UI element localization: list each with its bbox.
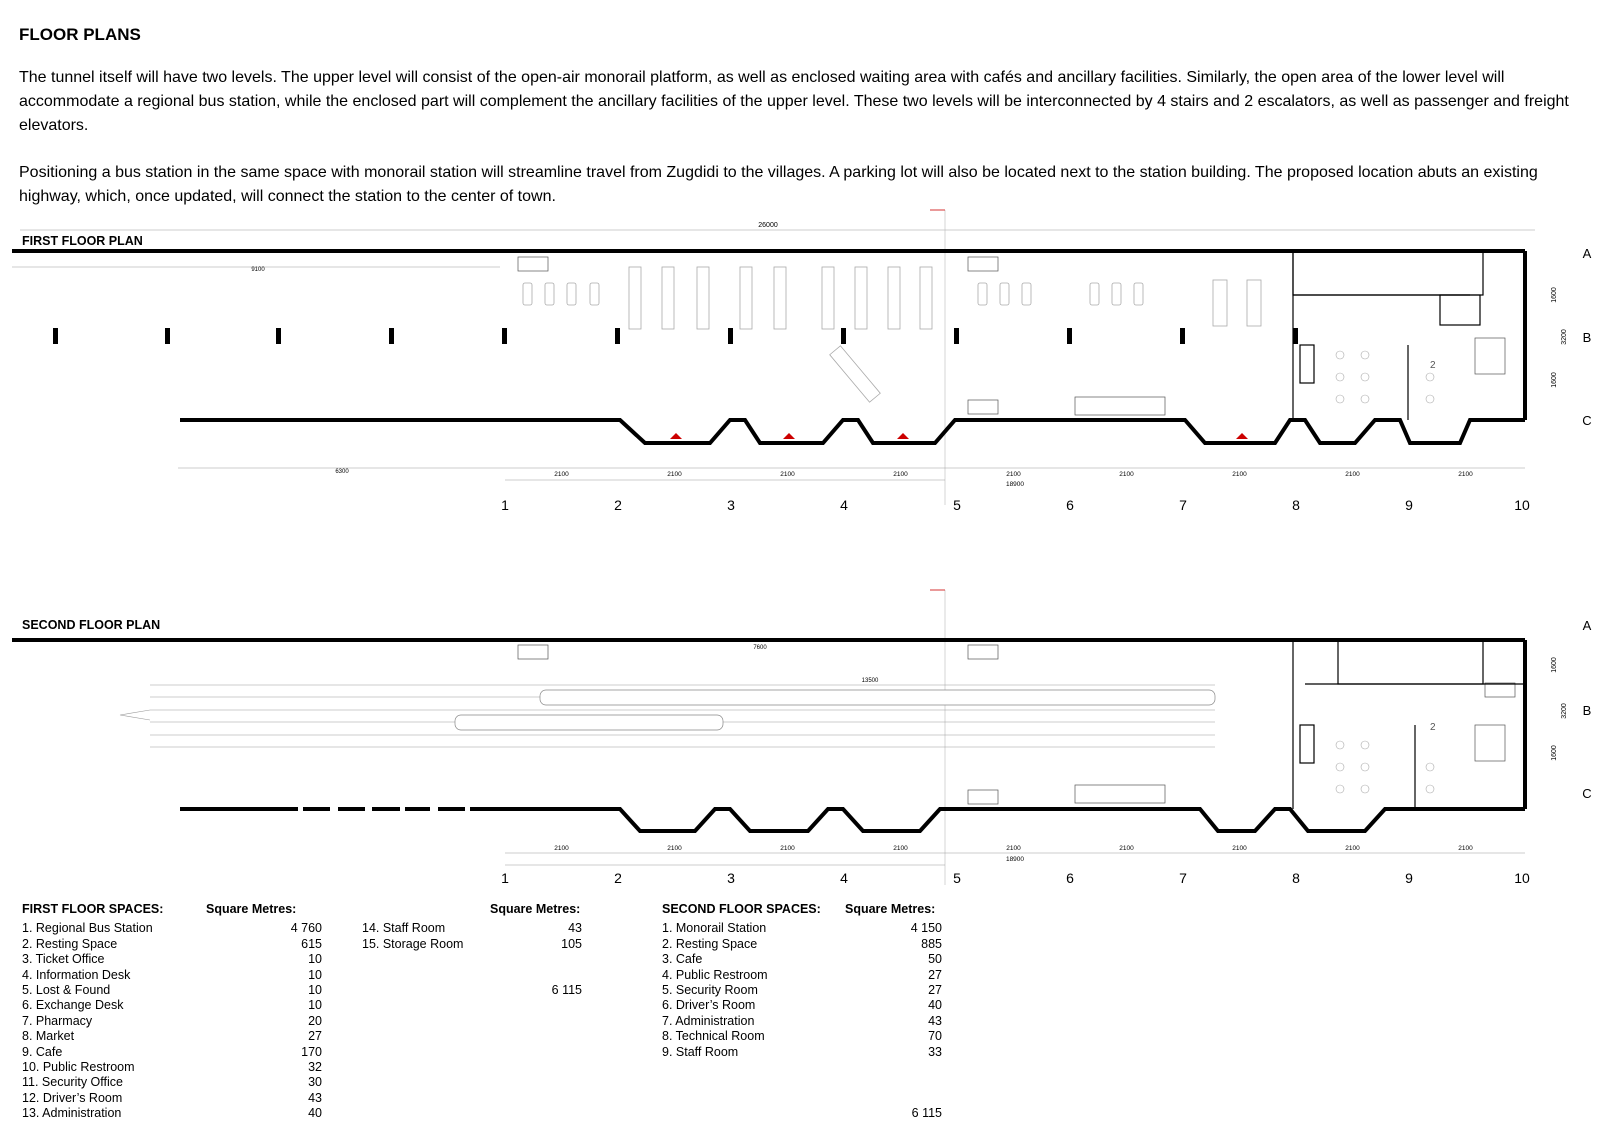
space-row	[22, 967, 322, 983]
column-markers	[53, 328, 1298, 344]
cafe-tables	[1336, 741, 1434, 793]
bay-dimension: 2100	[1345, 471, 1360, 478]
grid-axis-1: 1	[501, 870, 509, 886]
room-number-2: 2	[1430, 722, 1436, 733]
grid-row-a: A	[1582, 618, 1592, 633]
space-area: 40	[928, 998, 942, 1013]
space-area: 10	[308, 952, 322, 967]
space-row	[22, 1075, 322, 1090]
subtotal-dimension: 18900	[1005, 481, 1025, 488]
space-area: 105	[561, 936, 582, 951]
grid-axis-10: 10	[1514, 497, 1530, 513]
total-row	[362, 983, 582, 998]
bay-dimension: 2100	[1232, 845, 1247, 852]
grid-axis-4: 4	[840, 870, 848, 886]
space-name: 7. Administration	[662, 1013, 755, 1028]
rooms-block	[1293, 251, 1483, 420]
space-row	[22, 1029, 322, 1044]
space-row	[22, 936, 322, 952]
grid-axis-9: 9	[1405, 870, 1413, 886]
space-name: 6. Driver’s Room	[662, 998, 756, 1013]
bay-dimension: 2100	[1458, 845, 1473, 852]
grid-axis-10: 10	[1514, 870, 1530, 886]
space-name: 4. Public Restroom	[662, 967, 768, 982]
total-value: 6 115	[911, 1106, 942, 1121]
space-name: 10. Public Restroom	[22, 1059, 135, 1074]
platform-dimension: 7600	[753, 645, 767, 651]
grid-row-c: C	[1582, 413, 1592, 428]
space-area: 30	[308, 1075, 322, 1090]
space-area: 27	[308, 1029, 322, 1044]
bay-dimension: 2100	[1458, 471, 1473, 478]
total-row	[662, 1106, 942, 1121]
space-area: 10	[308, 967, 322, 982]
space-name: 8. Technical Room	[662, 1029, 765, 1044]
unit-header: Square Metres:	[845, 902, 936, 916]
space-row	[662, 983, 942, 998]
table-header	[362, 902, 582, 917]
description-paragraph-2: Positioning a bus station in the same space with monorail station will streamline travel from Zugdidi to the villages. A parking lot will also be located next to the station building. The proposed location abuts an existing highway, which, once updated, will connect the station to the center of town.	[19, 164, 1538, 205]
space-area: 615	[301, 936, 322, 951]
table-title: SECOND FLOOR SPACES:	[662, 902, 821, 916]
space-row	[662, 968, 942, 983]
space-row	[22, 1013, 322, 1029]
space-area: 170	[301, 1044, 322, 1059]
space-area: 4 150	[910, 921, 942, 936]
side-dimension: 1600	[1551, 657, 1558, 673]
space-area: 33	[928, 1044, 942, 1059]
space-area: 43	[568, 921, 582, 936]
bottom-left-dimension: 6300	[335, 469, 349, 475]
first-floor-spaces-continued	[362, 902, 582, 998]
space-row	[662, 952, 942, 967]
space-row	[22, 1090, 322, 1106]
bay-dimension: 2100	[1232, 471, 1247, 478]
bay-dimension: 2100	[780, 845, 795, 852]
space-name: 9. Staff Room	[662, 1044, 739, 1059]
space-name: 3. Cafe	[662, 952, 703, 967]
grid-row-a: A	[1582, 246, 1592, 261]
space-row	[22, 982, 322, 998]
space-name: 13. Administration	[22, 1106, 122, 1121]
space-area: 10	[308, 982, 322, 997]
second-floor-spaces-table	[662, 902, 942, 1121]
second-floor-plan-label: SECOND FLOOR PLAN	[22, 618, 161, 632]
bay-dimension: 2100	[893, 471, 908, 478]
space-name: 1. Monorail Station	[662, 921, 767, 936]
space-name: 2. Resting Space	[22, 936, 118, 951]
grid-axis-1: 1	[501, 497, 509, 513]
space-name: 3. Ticket Office	[22, 952, 105, 967]
grid-row-labels	[1551, 618, 1592, 801]
bay-dimensions	[554, 845, 1473, 852]
side-dimension: 3200	[1561, 329, 1568, 345]
space-name: 7. Pharmacy	[22, 1013, 93, 1028]
space-name: 12. Driver’s Room	[22, 1090, 123, 1105]
bay-dimensions	[554, 471, 1473, 478]
bay-dimension: 2100	[893, 845, 908, 852]
wall-bottom	[180, 420, 1525, 443]
subtotal-dimension: 18900	[1005, 856, 1025, 863]
space-row	[662, 1014, 942, 1029]
space-name: 4. Information Desk	[22, 967, 131, 982]
space-row	[22, 1106, 322, 1121]
total-dimension: 26000	[758, 222, 778, 229]
first-floor-plan-label: FIRST FLOOR PLAN	[22, 234, 143, 248]
space-row	[362, 921, 582, 936]
space-area: 70	[928, 1029, 942, 1044]
bus-parking-bays	[523, 267, 1261, 402]
left-dimension: 9100	[251, 267, 265, 273]
space-name: 15. Storage Room	[362, 936, 464, 951]
space-area: 43	[308, 1090, 322, 1105]
space-row	[22, 1059, 322, 1075]
grid-row-b: B	[1582, 330, 1592, 345]
stairs	[518, 257, 1505, 415]
cafe-tables	[1336, 351, 1434, 403]
total-value: 6 115	[551, 982, 582, 997]
table-header	[22, 902, 302, 917]
grid-axis-labels	[501, 497, 1530, 513]
space-area: 20	[308, 1013, 322, 1028]
first-floor-plan-drawing	[0, 205, 1600, 525]
space-row	[22, 1044, 322, 1060]
grid-row-labels	[1551, 246, 1592, 428]
bay-dimension: 2100	[1345, 845, 1360, 852]
grid-axis-2: 2	[614, 497, 622, 513]
space-row	[362, 937, 582, 952]
space-name: 2. Resting Space	[662, 936, 758, 951]
grid-axis-5: 5	[953, 497, 961, 513]
bay-dimension: 2100	[667, 845, 682, 852]
space-row	[662, 1045, 942, 1060]
bay-dimension: 2100	[554, 471, 569, 478]
grid-axis-3: 3	[727, 497, 735, 513]
space-area: 43	[928, 1013, 942, 1028]
space-row	[662, 937, 942, 952]
space-name: 6. Exchange Desk	[22, 998, 124, 1013]
grid-axis-5: 5	[953, 870, 961, 886]
space-area: 50	[928, 952, 942, 967]
page-title: FLOOR PLANS	[19, 25, 141, 44]
space-area: 27	[928, 982, 942, 997]
bay-dimension: 2100	[1006, 845, 1021, 852]
space-row	[662, 921, 942, 936]
space-area: 27	[928, 967, 942, 982]
wall-bottom	[180, 809, 1525, 831]
grid-axis-6: 6	[1066, 497, 1074, 513]
space-area: 40	[308, 1106, 322, 1121]
track-dimension: 13500	[861, 678, 879, 684]
space-name: 8. Market	[22, 1029, 75, 1044]
bay-dimension: 2100	[667, 471, 682, 478]
space-area: 885	[921, 936, 942, 951]
grid-axis-3: 3	[727, 870, 735, 886]
grid-axis-6: 6	[1066, 870, 1074, 886]
grid-row-b: B	[1582, 703, 1592, 718]
grid-axis-4: 4	[840, 497, 848, 513]
side-dimension: 1600	[1551, 745, 1558, 761]
space-name: 9. Cafe	[22, 1044, 63, 1059]
space-name: 14. Staff Room	[362, 921, 446, 936]
space-area: 10	[308, 998, 322, 1013]
unit-header: Square Metres:	[206, 902, 297, 916]
bay-dimension: 2100	[1006, 471, 1021, 478]
bay-dimension: 2100	[554, 845, 569, 852]
grid-axis-8: 8	[1292, 497, 1300, 513]
space-row	[662, 1029, 942, 1044]
first-floor-spaces-table	[22, 902, 322, 1121]
side-dimension: 1600	[1551, 287, 1558, 303]
space-area: 32	[308, 1059, 322, 1074]
grid-axis-7: 7	[1179, 497, 1187, 513]
description-paragraph-1: The tunnel itself will have two levels. The upper level will consist of the open-air monorail platform, as well as enclosed waiting area with cafés and ancillary facilities. Similarly, the open area of the lower level will accommodate a regional bus station, while the enclosed part will complement the ancillary facilities of the upper level. These two levels will be interconnected by 4 stairs and 2 escalators, as well as passenger and freight elevators.	[19, 69, 1569, 134]
space-row	[22, 921, 322, 936]
grid-axis-8: 8	[1292, 870, 1300, 886]
rooms-block	[1293, 640, 1525, 809]
table-title: FIRST FLOOR SPACES:	[22, 902, 164, 916]
side-dimension: 3200	[1561, 703, 1568, 719]
grid-axis-labels	[501, 870, 1530, 886]
space-area: 4 760	[290, 921, 322, 936]
bay-dimension: 2100	[1119, 471, 1134, 478]
space-row	[22, 998, 322, 1013]
space-name: 5. Lost & Found	[22, 982, 111, 997]
side-dimension: 1600	[1551, 372, 1558, 388]
unit-header: Square Metres:	[490, 902, 581, 916]
bay-dimension: 2100	[1119, 845, 1134, 852]
room-number-2: 2	[1430, 360, 1436, 371]
table-header	[662, 902, 942, 917]
grid-axis-2: 2	[614, 870, 622, 886]
grid-axis-9: 9	[1405, 497, 1413, 513]
space-name: 11. Security Office	[22, 1075, 123, 1090]
space-name: 5. Security Room	[662, 982, 758, 997]
second-floor-plan-drawing	[0, 585, 1600, 905]
grid-axis-7: 7	[1179, 870, 1187, 886]
space-name: 1. Regional Bus Station	[22, 921, 153, 936]
bay-dimension: 2100	[780, 471, 795, 478]
space-row	[22, 952, 322, 967]
grid-row-c: C	[1582, 786, 1592, 801]
space-row	[662, 998, 942, 1013]
